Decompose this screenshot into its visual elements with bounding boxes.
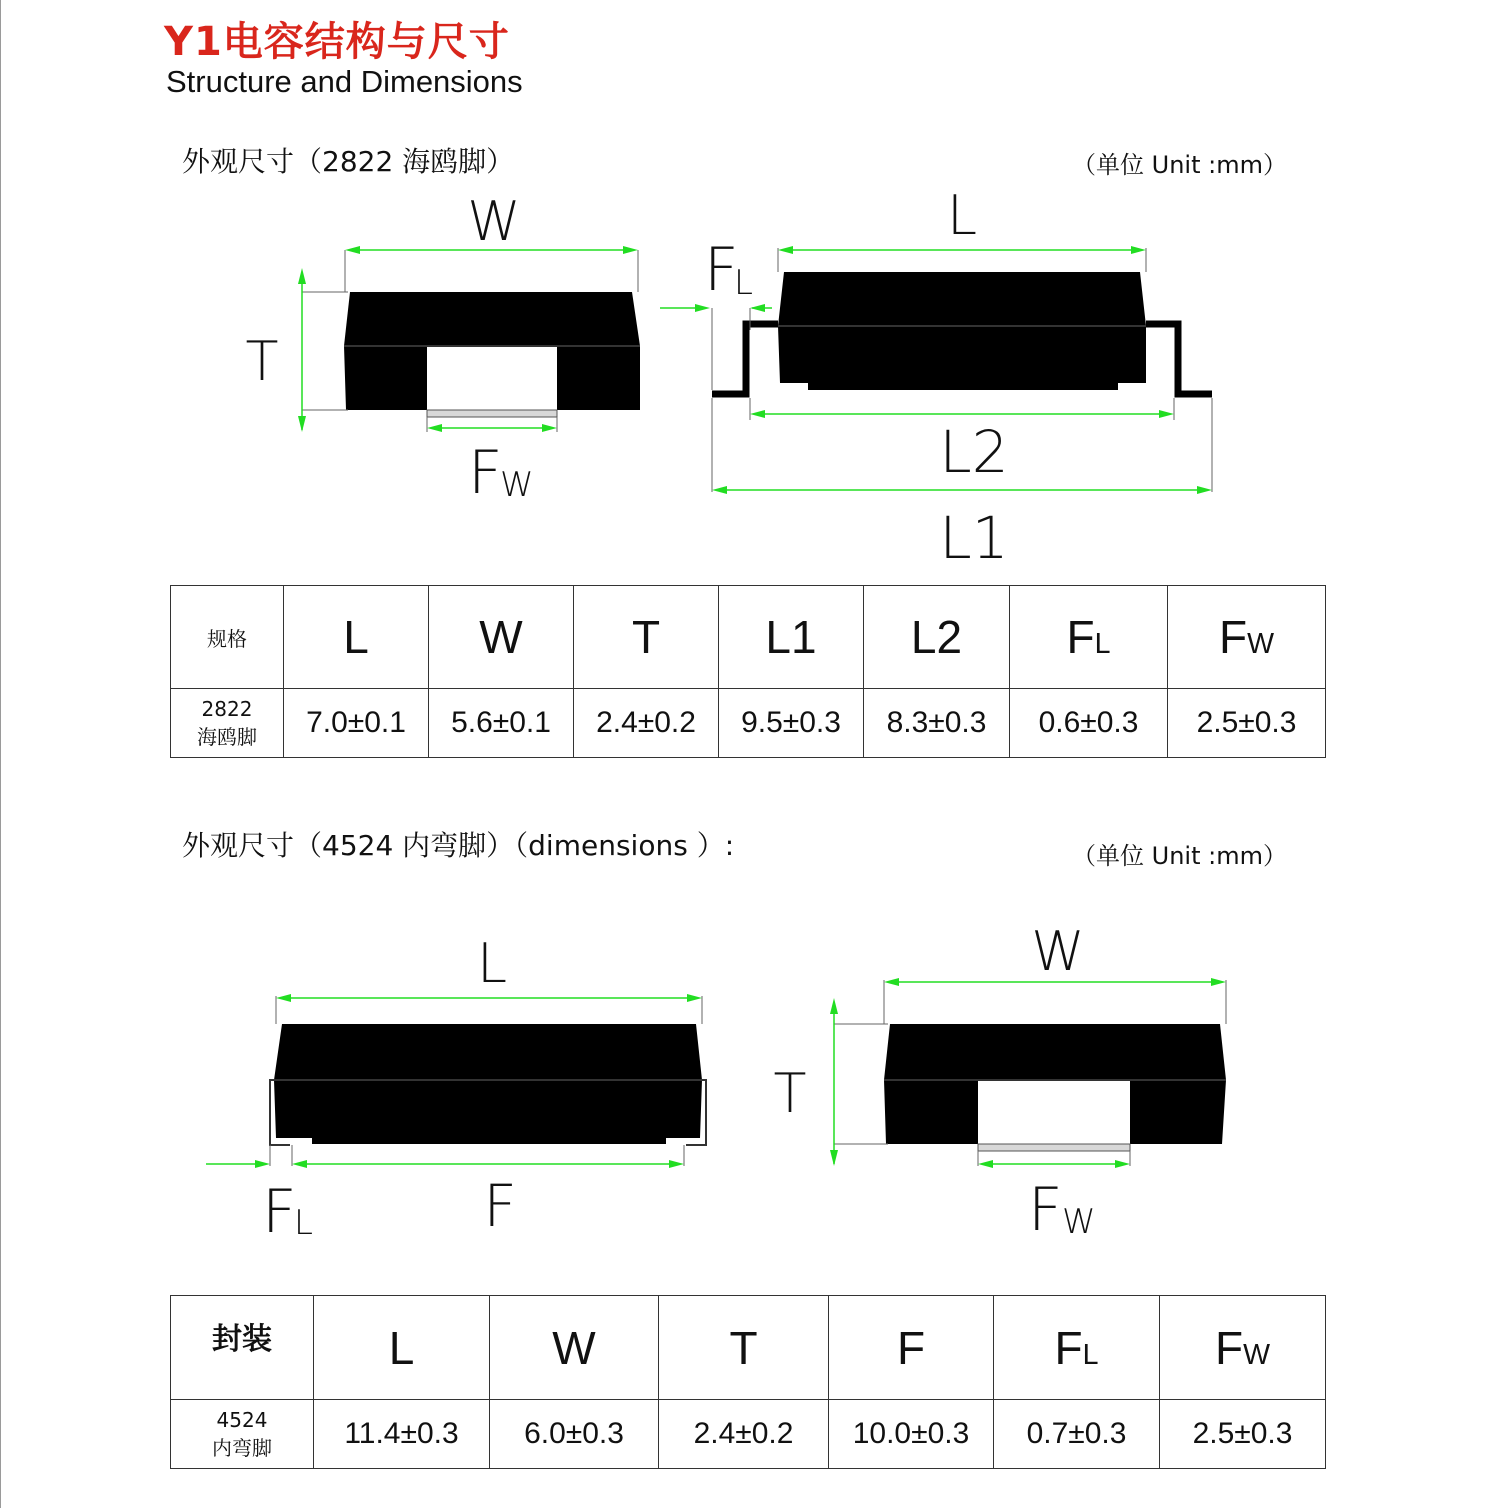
table-header-row	[171, 1296, 1326, 1400]
col-header-fw: FW	[1168, 586, 1326, 689]
dim-label-f: F	[483, 1172, 517, 1240]
page-subtitle: Structure and Dimensions	[166, 64, 523, 99]
section1-unit: （单位 Unit :mm）	[1072, 151, 1287, 179]
spec-table-4524	[170, 1295, 1326, 1469]
dim-label-t: T	[773, 1062, 807, 1125]
value-fw: 2.5±0.3	[1160, 1400, 1326, 1469]
value-l: 7.0±0.1	[284, 689, 429, 758]
dim-label-fw-sub: W	[1062, 1202, 1096, 1242]
dim-label-l2: L2	[939, 418, 1009, 486]
col-header-fw: FW	[1160, 1296, 1326, 1400]
dim-label-fl-main: F	[704, 235, 739, 305]
dim-label-l: L	[476, 932, 508, 995]
dim-label-l1: L1	[939, 504, 1009, 572]
value-fw: 2.5±0.3	[1168, 689, 1326, 758]
col-header-l: L	[284, 586, 429, 689]
value-t: 2.4±0.2	[659, 1400, 829, 1469]
dim-label-fl-main: F	[262, 1177, 297, 1247]
col-header-l: L	[314, 1296, 490, 1400]
section1-heading: 外观尺寸（2822 海鸥脚）	[182, 145, 515, 178]
value-l: 11.4±0.3	[314, 1400, 490, 1469]
dim-label-fl-sub: L	[734, 263, 753, 303]
dim-label-fw-main: F	[1028, 1175, 1063, 1245]
col-header-l2: L2	[864, 586, 1010, 689]
package-cell: 4524 内弯脚	[171, 1400, 314, 1469]
value-f: 10.0±0.3	[829, 1400, 994, 1469]
col-header-fl: FL	[1010, 586, 1168, 689]
value-l1: 9.5±0.3	[719, 689, 864, 758]
col-header-f: F	[829, 1296, 994, 1400]
value-fl: 0.7±0.3	[994, 1400, 1160, 1469]
section2-heading: 外观尺寸（4524 内弯脚）（dimensions ）:	[182, 829, 735, 862]
terminal-pad	[978, 1081, 1130, 1144]
value-w: 6.0±0.3	[490, 1400, 659, 1469]
dim-label-w: W	[467, 190, 521, 253]
dim-label-fl-sub: L	[294, 1203, 313, 1243]
col-header-package: 封装	[171, 1296, 314, 1400]
value-fl: 0.6±0.3	[1010, 689, 1168, 758]
value-t: 2.4±0.2	[574, 689, 719, 758]
dim-label-fw-main: F	[468, 438, 503, 508]
col-header-t: T	[574, 586, 719, 689]
col-header-spec: 规格	[171, 586, 284, 689]
table-row	[171, 1400, 1326, 1469]
col-header-w: W	[429, 586, 574, 689]
value-l2: 8.3±0.3	[864, 689, 1010, 758]
dim-label-w: W	[1031, 920, 1085, 983]
col-header-t: T	[659, 1296, 829, 1400]
col-header-fl: FL	[994, 1296, 1160, 1400]
section2-unit: （单位 Unit :mm）	[1072, 842, 1287, 870]
page-title: Y1电容结构与尺寸	[164, 19, 510, 65]
col-header-w: W	[490, 1296, 659, 1400]
dim-label-t: T	[245, 330, 279, 393]
dim-label-l: L	[946, 184, 978, 247]
value-w: 5.6±0.1	[429, 689, 574, 758]
dim-label-fw-sub: W	[500, 465, 534, 505]
package-cell: 2822 海鸥脚	[171, 689, 284, 758]
col-header-l1: L1	[719, 586, 864, 689]
